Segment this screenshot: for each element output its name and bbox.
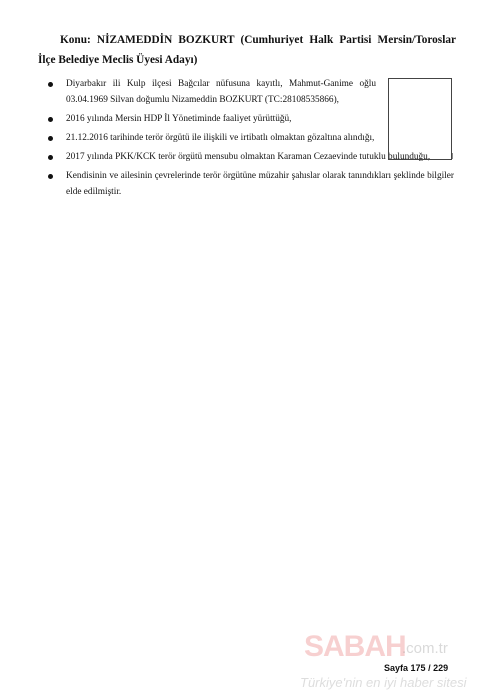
bullet-item-detention: 21.12.2016 tarihinde terör örgütü ile ilişkili ve irtibatlı olmaktan gözaltına alındığı, xyxy=(48,130,376,146)
sabah-watermark-slogan: Türkiye'nin en iyi haber sitesi xyxy=(300,675,467,690)
page-separator: / xyxy=(428,663,431,673)
photo-box-mark xyxy=(452,153,455,159)
photo-placeholder xyxy=(388,78,452,160)
sabah-watermark-domain: .com.tr xyxy=(402,640,448,657)
bullet-item-identity: Diyarbakır ili Kulp ilçesi Bağcılar nüfusuna kayıtlı, Mahmut-Ganime oğlu 03.04.1969 Silvan doğumlu Nizameddin BOZKURT (TC:28108535866), xyxy=(48,76,376,108)
page-total: 229 xyxy=(433,663,449,673)
page-prefix: Sayfa xyxy=(384,663,409,673)
sabah-watermark-logo: SABAH xyxy=(304,630,406,663)
page-number xyxy=(384,663,448,673)
bullet-item-prison: 2017 yılında PKK/KCK terör örgütü mensubu olmaktan Karaman Cezaevinde tutuklu bulunduğu, xyxy=(48,149,454,165)
subject-heading: Konu: NİZAMEDDİN BOZKURT (Cumhuriyet Halk Partisi Mersin/Toroslar İlçe Belediye Meclis Üyesi Adayı) xyxy=(38,34,456,66)
page-current: 175 xyxy=(410,663,426,673)
bullet-item-hdp: 2016 yılında Mersin HDP İl Yönetiminde faaliyet yürüttüğü, xyxy=(48,111,454,127)
bullet-item-circle: Kendisinin ve ailesinin çevrelerinde terör örgütüne müzahir şahıslar olarak tanındıkları şeklinde bilgiler elde edilmiştir. xyxy=(48,168,454,200)
